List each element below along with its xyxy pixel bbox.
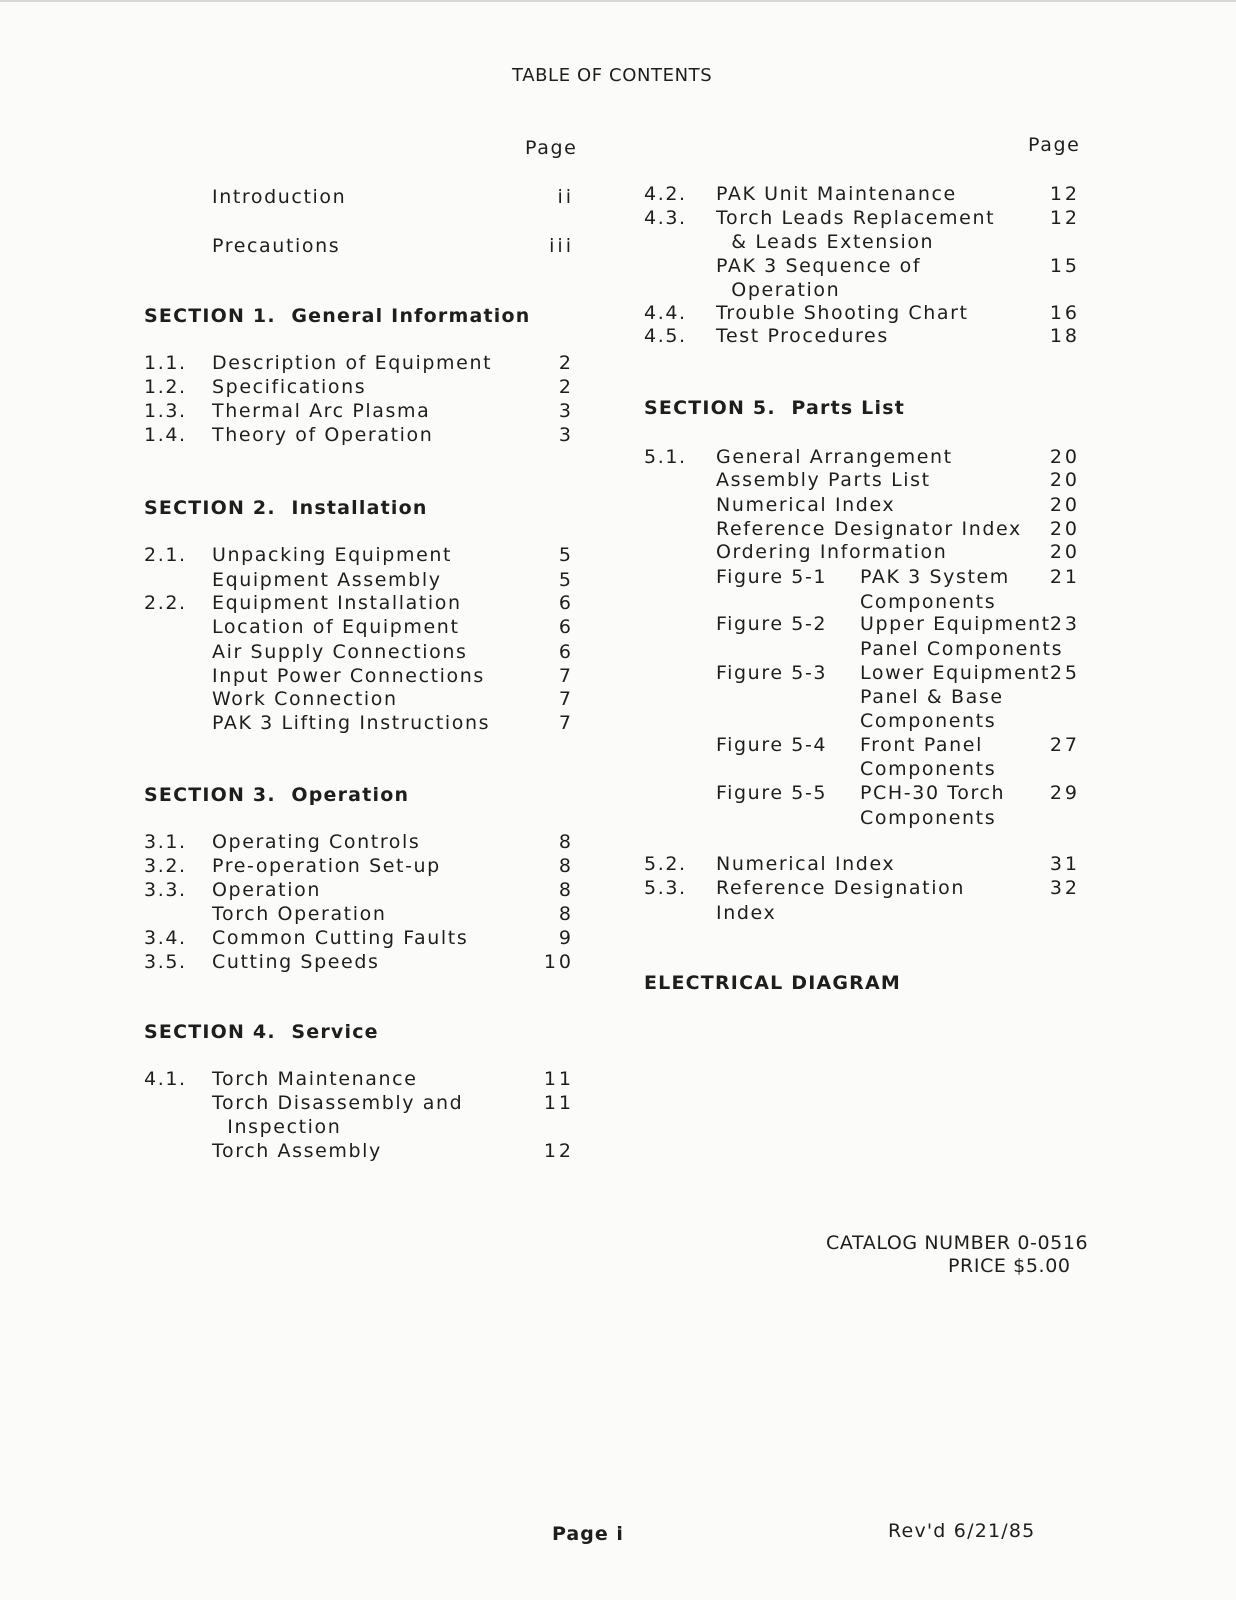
toc-page-number: 7 bbox=[558, 665, 574, 687]
toc-section-heading: SECTION 3. Operation bbox=[144, 784, 410, 806]
toc-entry-number: 4.4. bbox=[644, 302, 687, 324]
toc-entry-title: Inspection bbox=[212, 1116, 342, 1138]
toc-page-number: 9 bbox=[558, 927, 574, 949]
toc-page-number: 12 bbox=[543, 1140, 574, 1162]
toc-entry-number: 1.2. bbox=[144, 376, 187, 398]
toc-entry-title: Unpacking Equipment bbox=[212, 544, 453, 566]
toc-figure-caption: Panel Components bbox=[860, 638, 1064, 660]
toc-page-number: 20 bbox=[1049, 541, 1080, 563]
toc-page-number: 8 bbox=[558, 903, 574, 925]
toc-entry-title: Pre-operation Set-up bbox=[212, 855, 441, 877]
toc-page-number: 6 bbox=[558, 616, 574, 638]
toc-page-number: iii bbox=[549, 235, 574, 257]
toc-entry-title: Torch Disassembly and bbox=[212, 1092, 464, 1114]
toc-entry-title: Theory of Operation bbox=[212, 424, 434, 446]
toc-entry-title: Figure 5-5 bbox=[716, 782, 828, 804]
toc-figure-caption: Upper Equipment bbox=[860, 613, 1051, 635]
toc-entry-title: & Leads Extension bbox=[716, 231, 935, 253]
toc-section-heading: SECTION 5. Parts List bbox=[644, 397, 905, 419]
toc-page-number: 6 bbox=[558, 641, 574, 663]
toc-page-number: 3 bbox=[558, 424, 574, 446]
toc-entry-title: Work Connection bbox=[212, 688, 398, 710]
toc-section-heading: SECTION 1. General Information bbox=[144, 305, 531, 327]
toc-page-number: 27 bbox=[1049, 734, 1080, 756]
toc-page-number: 25 bbox=[1049, 662, 1080, 684]
toc-entry-title: Index bbox=[716, 902, 777, 924]
toc-entry-number: 1.1. bbox=[144, 352, 187, 374]
toc-page-number: 7 bbox=[558, 712, 574, 734]
toc-entry-title: Torch Maintenance bbox=[212, 1068, 418, 1090]
toc-entry-title: Torch Operation bbox=[212, 903, 387, 925]
scan-edge bbox=[0, 0, 1236, 2]
toc-page-number: 20 bbox=[1049, 494, 1080, 516]
toc-section-heading: SECTION 2. Installation bbox=[144, 497, 428, 519]
toc-page-number: 7 bbox=[558, 688, 574, 710]
toc-figure-caption: Lower Equipment bbox=[860, 662, 1051, 684]
toc-figure-caption: PAK 3 System bbox=[860, 566, 1010, 588]
toc-figure-caption: Components bbox=[860, 591, 997, 613]
toc-page-number: 10 bbox=[543, 951, 574, 973]
toc-section-heading: ELECTRICAL DIAGRAM bbox=[644, 972, 902, 994]
toc-page-number: 12 bbox=[1049, 183, 1080, 205]
toc-entry-title: Numerical Index bbox=[716, 494, 896, 516]
toc-entry-title: Equipment Assembly bbox=[212, 569, 442, 591]
toc-entry-title: PAK 3 Lifting Instructions bbox=[212, 712, 491, 734]
toc-entry-title: Reference Designator Index bbox=[716, 518, 1022, 540]
toc-entry-number: 5.2. bbox=[644, 853, 687, 875]
right-page-header: Page bbox=[1028, 134, 1081, 156]
toc-page-number: 8 bbox=[558, 855, 574, 877]
toc-page-number: 3 bbox=[558, 400, 574, 422]
toc-entry-title: PAK Unit Maintenance bbox=[716, 183, 957, 205]
toc-figure-caption: Components bbox=[860, 710, 997, 732]
toc-page-number: 18 bbox=[1049, 325, 1080, 347]
toc-page-number: 6 bbox=[558, 592, 574, 614]
toc-page-number: 20 bbox=[1049, 469, 1080, 491]
toc-entry-title: Specifications bbox=[212, 376, 367, 398]
toc-entry-title: General Arrangement bbox=[716, 446, 953, 468]
left-page-header: Page bbox=[525, 137, 578, 159]
toc-page-number: 5 bbox=[558, 569, 574, 591]
toc-entry-number: 5.3. bbox=[644, 877, 687, 899]
toc-entry-title: Air Supply Connections bbox=[212, 641, 468, 663]
toc-entry-title: Torch Assembly bbox=[212, 1140, 382, 1162]
toc-entry-title: Numerical Index bbox=[716, 853, 896, 875]
toc-entry-number: 2.1. bbox=[144, 544, 187, 566]
toc-section-heading: SECTION 4. Service bbox=[144, 1021, 379, 1043]
toc-entry-title: Assembly Parts List bbox=[716, 469, 931, 491]
toc-entry-number: 3.4. bbox=[144, 927, 187, 949]
toc-page-number: 29 bbox=[1049, 782, 1080, 804]
toc-entry-number: 1.4. bbox=[144, 424, 187, 446]
toc-page-number: 23 bbox=[1049, 613, 1080, 635]
toc-page-number: 15 bbox=[1049, 255, 1080, 277]
toc-entry-title: Reference Designation bbox=[716, 877, 965, 899]
toc-page-number: 20 bbox=[1049, 518, 1080, 540]
toc-entry-number: 3.1. bbox=[144, 831, 187, 853]
toc-entry-title: Figure 5-4 bbox=[716, 734, 828, 756]
toc-entry-title: Operating Controls bbox=[212, 831, 421, 853]
toc-entry-title: Figure 5-3 bbox=[716, 662, 828, 684]
footer-page-number: Page i bbox=[552, 1523, 624, 1545]
toc-page-number: 2 bbox=[558, 376, 574, 398]
toc-entry-title: Equipment Installation bbox=[212, 592, 462, 614]
toc-entry-title: Introduction bbox=[212, 186, 347, 208]
toc-entry-title: Description of Equipment bbox=[212, 352, 493, 374]
price: PRICE $5.00 bbox=[948, 1255, 1071, 1277]
toc-entry-title: Figure 5-2 bbox=[716, 613, 828, 635]
toc-entry-number: 3.3. bbox=[144, 879, 187, 901]
toc-figure-caption: Components bbox=[860, 807, 997, 829]
toc-entry-title: Precautions bbox=[212, 235, 341, 257]
toc-entry-title: Thermal Arc Plasma bbox=[212, 400, 431, 422]
toc-page-number: 11 bbox=[543, 1068, 574, 1090]
toc-entry-number: 4.3. bbox=[644, 207, 687, 229]
toc-entry-number: 2.2. bbox=[144, 592, 187, 614]
toc-entry-title: Trouble Shooting Chart bbox=[716, 302, 969, 324]
toc-entry-title: Torch Leads Replacement bbox=[716, 207, 996, 229]
toc-entry-number: 5.1. bbox=[644, 446, 687, 468]
toc-title: TABLE OF CONTENTS bbox=[512, 65, 713, 86]
toc-figure-caption: Front Panel bbox=[860, 734, 983, 756]
toc-entry-title: Location of Equipment bbox=[212, 616, 460, 638]
toc-figure-caption: Panel & Base bbox=[860, 686, 1004, 708]
toc-entry-title: Common Cutting Faults bbox=[212, 927, 469, 949]
toc-page-number: 16 bbox=[1049, 302, 1080, 324]
toc-entry-title: Operation bbox=[716, 279, 841, 301]
toc-figure-caption: PCH-30 Torch bbox=[860, 782, 1006, 804]
toc-page-number: 20 bbox=[1049, 446, 1080, 468]
toc-page-number: 12 bbox=[1049, 207, 1080, 229]
toc-entry-title: Figure 5-1 bbox=[716, 566, 828, 588]
toc-entry-number: 4.1. bbox=[144, 1068, 187, 1090]
toc-page-number: 21 bbox=[1049, 566, 1080, 588]
toc-entry-title: PAK 3 Sequence of bbox=[716, 255, 922, 277]
toc-page-number: 5 bbox=[558, 544, 574, 566]
toc-page-number: ii bbox=[557, 186, 574, 208]
toc-entry-title: Cutting Speeds bbox=[212, 951, 380, 973]
toc-entry-title: Input Power Connections bbox=[212, 665, 485, 687]
toc-page-number: 32 bbox=[1049, 877, 1080, 899]
toc-page-number: 11 bbox=[543, 1092, 574, 1114]
footer-revision: Rev'd 6/21/85 bbox=[888, 1520, 1036, 1542]
toc-entry-title: Operation bbox=[212, 879, 321, 901]
toc-entry-number: 3.5. bbox=[144, 951, 187, 973]
toc-entry-title: Test Procedures bbox=[716, 325, 889, 347]
toc-entry-number: 4.5. bbox=[644, 325, 687, 347]
toc-entry-number: 1.3. bbox=[144, 400, 187, 422]
toc-entry-number: 4.2. bbox=[644, 183, 687, 205]
toc-entry-number: 3.2. bbox=[144, 855, 187, 877]
toc-page-number: 8 bbox=[558, 879, 574, 901]
toc-page-number: 31 bbox=[1049, 853, 1080, 875]
toc-entry-title: Ordering Information bbox=[716, 541, 948, 563]
toc-page-number: 8 bbox=[558, 831, 574, 853]
toc-figure-caption: Components bbox=[860, 758, 997, 780]
toc-page-number: 2 bbox=[558, 352, 574, 374]
catalog-number: CATALOG NUMBER 0-0516 bbox=[826, 1232, 1089, 1254]
